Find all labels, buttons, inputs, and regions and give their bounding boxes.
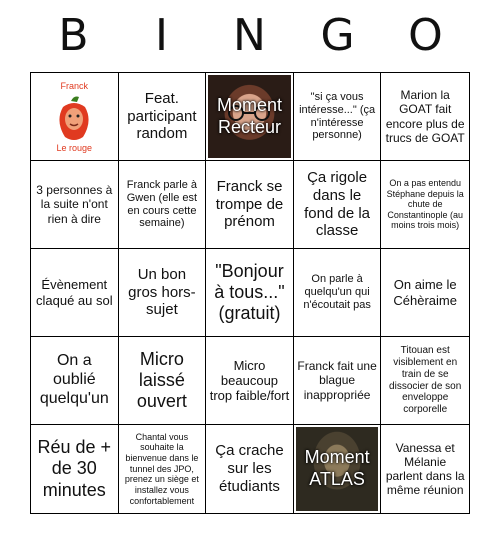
bingo-cell-on-parle-a-quelquun[interactable]: On parle à quelqu'un qui n'écoutait pas [294, 249, 382, 337]
bingo-cell-evenement-claque[interactable]: Évènement claqué au sol [31, 249, 119, 337]
title-letter-n: N [233, 10, 267, 61]
bingo-grid [30, 72, 470, 514]
bingo-title [30, 0, 470, 72]
bingo-cell-ceheraime[interactable]: On aime le Céhèraime [381, 249, 469, 337]
bingo-cell-feat-participant[interactable]: Feat. participant random [119, 73, 207, 161]
title-letter-g: G [320, 10, 356, 61]
bingo-cell-3-personnes[interactable]: 3 personnes à la suite n'ont rien à dire [31, 161, 119, 249]
bingo-cell-franck-prenom[interactable]: Franck se trompe de prénom [206, 161, 294, 249]
pepper-label-top: Franck [60, 81, 89, 91]
bingo-cell-marion-goat[interactable]: Marion la GOAT fait encore plus de trucs de GOAT [381, 73, 469, 161]
bingo-cell-moment-atlas[interactable] [294, 425, 382, 513]
moment-atlas-label: Moment ATLAS [304, 447, 370, 489]
bingo-cell-bonjour-a-tous[interactable]: "Bonjour à tous..." (gratuit) [206, 249, 294, 337]
bingo-cell-oublie-quelquun[interactable]: On a oublié quelqu'un [31, 337, 119, 425]
bingo-cell-micro-ouvert[interactable]: Micro laissé ouvert [119, 337, 207, 425]
bingo-cell-franck-parle-gwen[interactable]: Franck parle à Gwen (elle est en cours cette semaine) [119, 161, 207, 249]
bingo-cell-moment-recteur[interactable] [206, 73, 294, 161]
bingo-cell-hors-sujet[interactable]: Un bon gros hors-sujet [119, 249, 207, 337]
title-letter-i: I [155, 10, 169, 61]
bingo-cell-ca-crache[interactable]: Ça crache sur les étudiants [206, 425, 294, 513]
bingo-cell-chantal-jpo[interactable]: Chantal vous souhaite la bienvenue dans le tunnel des JPO, prenez un siège et installez vous confortablement [119, 425, 207, 513]
bingo-cell-ca-rigole[interactable]: Ça rigole dans le fond de la classe [294, 161, 382, 249]
moment-recteur-label: Moment Recteur [216, 94, 282, 137]
bingo-cell-titouan[interactable]: Titouan est visiblement en train de se dissocier de son enveloppe corporelle [381, 337, 469, 425]
pepper-label-bottom: Le rouge [56, 143, 93, 154]
bingo-cell-vanessa-melanie[interactable]: Vanessa et Mélanie parlent dans la même réunion [385, 440, 465, 498]
red-pepper-face-icon [51, 93, 97, 143]
bingo-cell-si-ca-vous-interesse[interactable]: "si ça vous intéresse..." (ça n'intéresse personne) [294, 73, 382, 161]
title-letter-o: O [408, 10, 444, 61]
bingo-cell-franck-le-rouge[interactable] [31, 73, 119, 161]
title-letter-b: B [58, 10, 90, 61]
bingo-cell-stephane[interactable]: On a pas entendu Stéphane depuis la chute de Constantinople (au moins trois mois) [381, 161, 469, 249]
bingo-cell-reu-30-minutes[interactable]: Réu de + de 30 minutes [31, 425, 119, 513]
bingo-cell-micro-faible-fort[interactable]: Micro beaucoup trop faible/fort [206, 337, 294, 425]
bingo-cell-blague-inappropriee[interactable]: Franck fait une blague inappropriée [294, 337, 382, 425]
